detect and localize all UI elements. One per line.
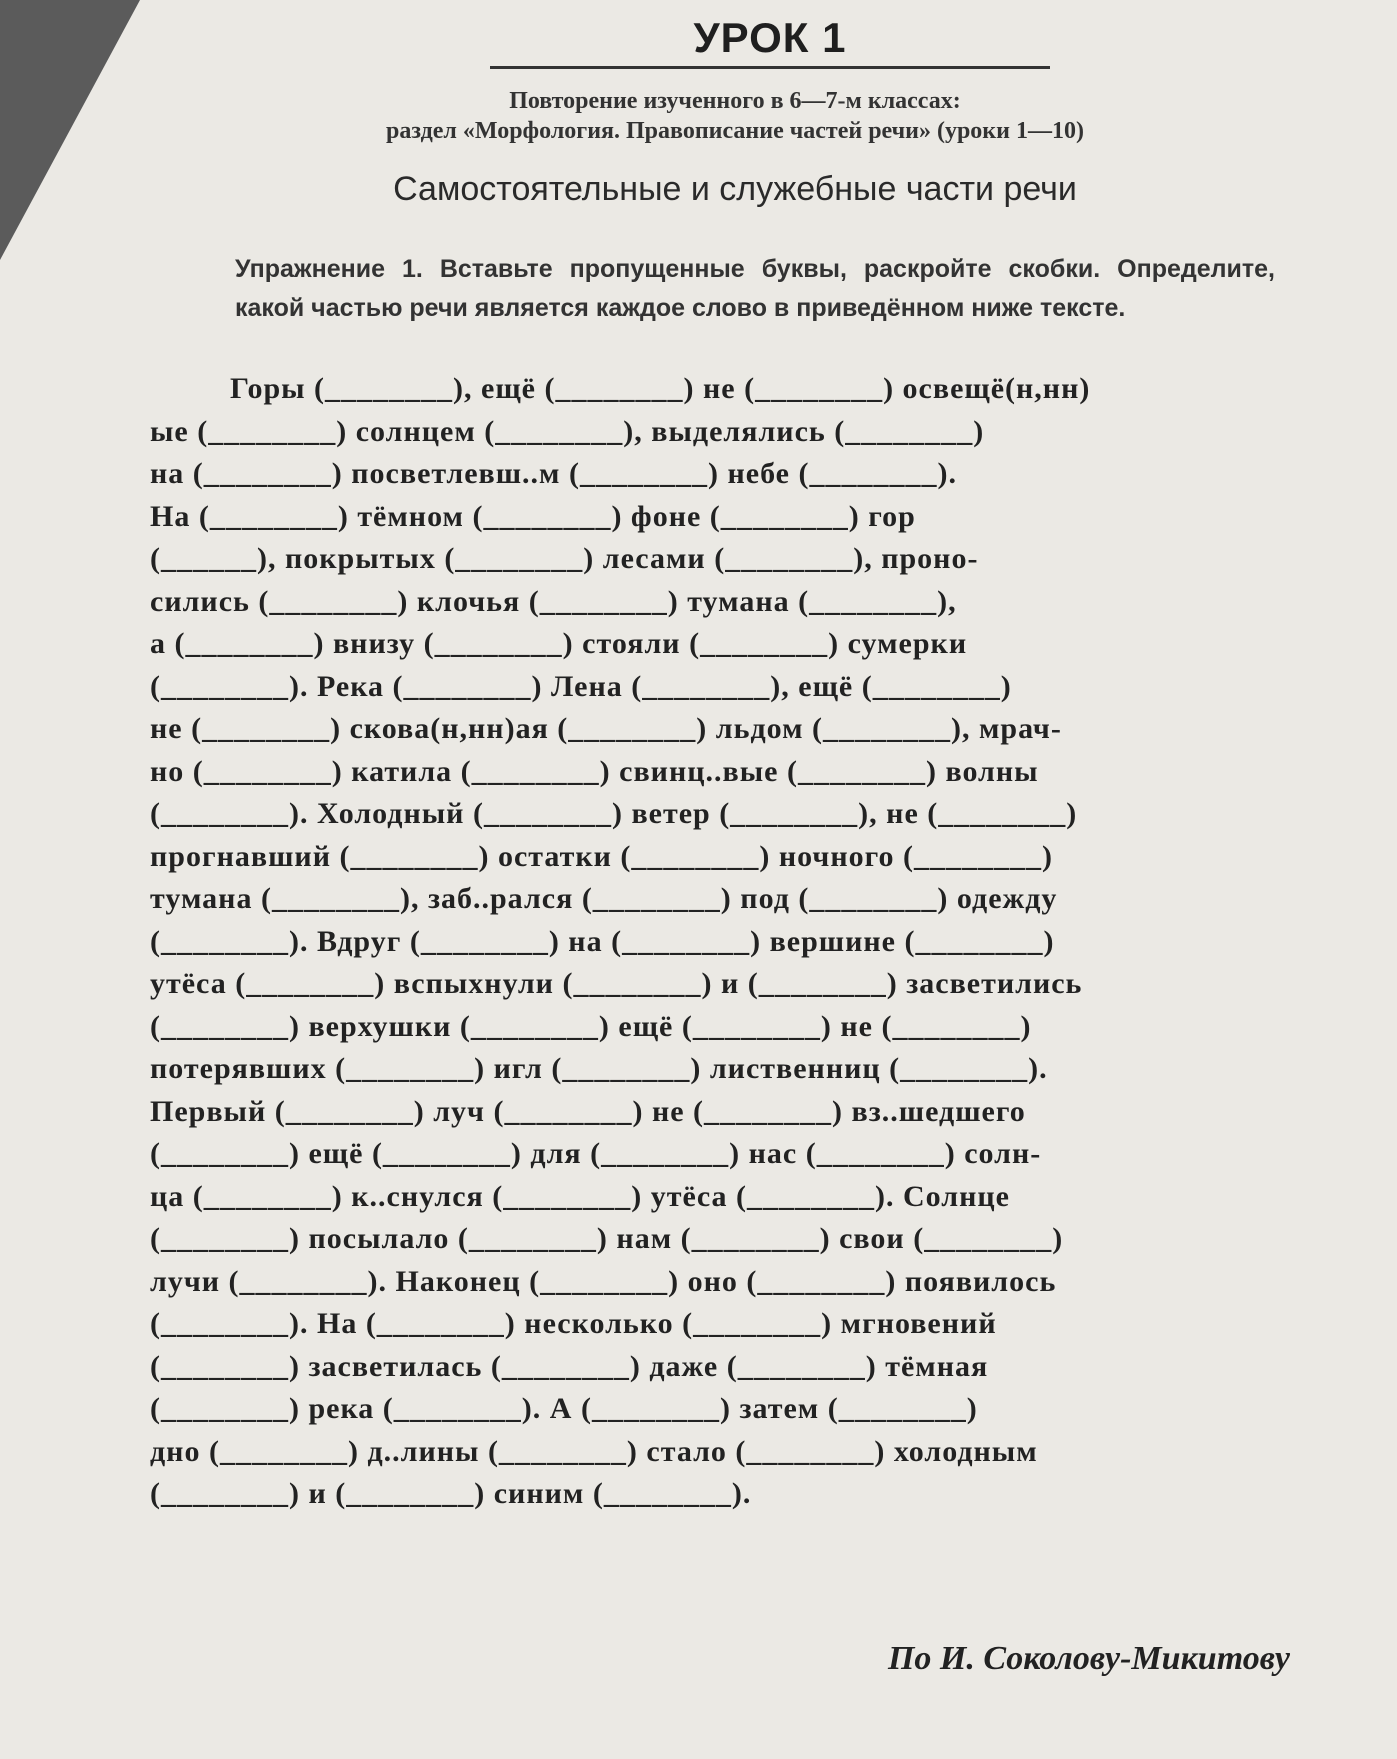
text-line: утёса (________) вспыхнули (________) и (________) засветились	[150, 967, 1083, 1000]
text-line: ца (________) к..снулся (________) утёса (________). Солнце	[150, 1179, 1010, 1213]
text-line: На (________) тёмном (________) фоне (________) гор	[150, 499, 916, 533]
text-line: не (________) скова(н,нн)ая (________) льдом (________), мрач-	[150, 712, 1062, 745]
section-title: Самостоятельные и служебные части речи	[393, 170, 1077, 208]
text-line: дно (________) д..лины (________) стало (________) холодным	[150, 1434, 1038, 1468]
text-line: (________) посылало (________) нам (________) свои (________)	[150, 1222, 1064, 1255]
text-line: (________). Холодный (________) ветер (________), не (________)	[150, 797, 1078, 830]
text-line: прогнавший (________) остатки (________) ночного (________)	[150, 839, 1053, 873]
text-line: Горы (________), ещё (________) не (________) освещё(н,нн)	[230, 372, 1091, 405]
text-line: (________). На (________) несколько (________) мгновений	[150, 1307, 997, 1340]
text-line: (________). Вдруг (________) на (________) вершине (________)	[150, 924, 1055, 958]
text-attribution: По И. Соколову-Микитову	[887, 1640, 1290, 1677]
lesson-subtitle-line1: Повторение изученного в 6—7-м классах:	[509, 88, 961, 114]
text-line: (________) и (________) синим (________).	[150, 1477, 752, 1510]
exercise-instruction: Упражнение 1. Вставьте пропущенные буквы, раскройте скобки. Определите, какой частью речи является каждое слово в приведённом ниже тексте.	[235, 255, 1275, 322]
page-corner-shadow	[0, 0, 140, 260]
text-line: ые (________) солнцем (________), выделялись (________)	[150, 414, 985, 448]
lesson-title: УРОК 1	[490, 14, 1050, 69]
textbook-page	[120, 0, 1350, 1759]
text-line: сились (________) клочья (________) тумана (________),	[150, 584, 957, 618]
exercise-text	[150, 372, 1310, 1520]
text-line: на (________) посветлевш..м (________) небе (________).	[150, 457, 957, 490]
text-line: (________) верхушки (________) ещё (________) не (________)	[150, 1009, 1032, 1043]
text-line: Первый (________) луч (________) не (________) вз..шедшего	[150, 1094, 1026, 1128]
text-line: потерявших (________) игл (________) лиственниц (________).	[150, 1052, 1048, 1085]
text-line: а (________) внизу (________) стояли (________) сумерки	[150, 627, 968, 660]
text-line: тумана (________), заб..рался (________) под (________) одежду	[150, 882, 1058, 915]
text-line: (________) засветилась (________) даже (________) тёмная	[150, 1349, 989, 1383]
text-line: лучи (________). Наконец (________) оно (________) появилось	[150, 1264, 1057, 1298]
text-line: (________). Река (________) Лена (________), ещё (________)	[150, 669, 1012, 703]
text-line: (________) река (________). А (________) затем (________)	[150, 1392, 978, 1425]
text-line: но (________) катила (________) свинц..вые (________) волны	[150, 754, 1039, 788]
text-line: (______), покрытых (________) лесами (________), проно-	[150, 542, 979, 575]
text-line: (________) ещё (________) для (________) нас (________) солн-	[150, 1137, 1042, 1170]
lesson-subtitle-line2: раздел «Морфология. Правописание частей речи» (уроки 1—10)	[386, 118, 1084, 144]
